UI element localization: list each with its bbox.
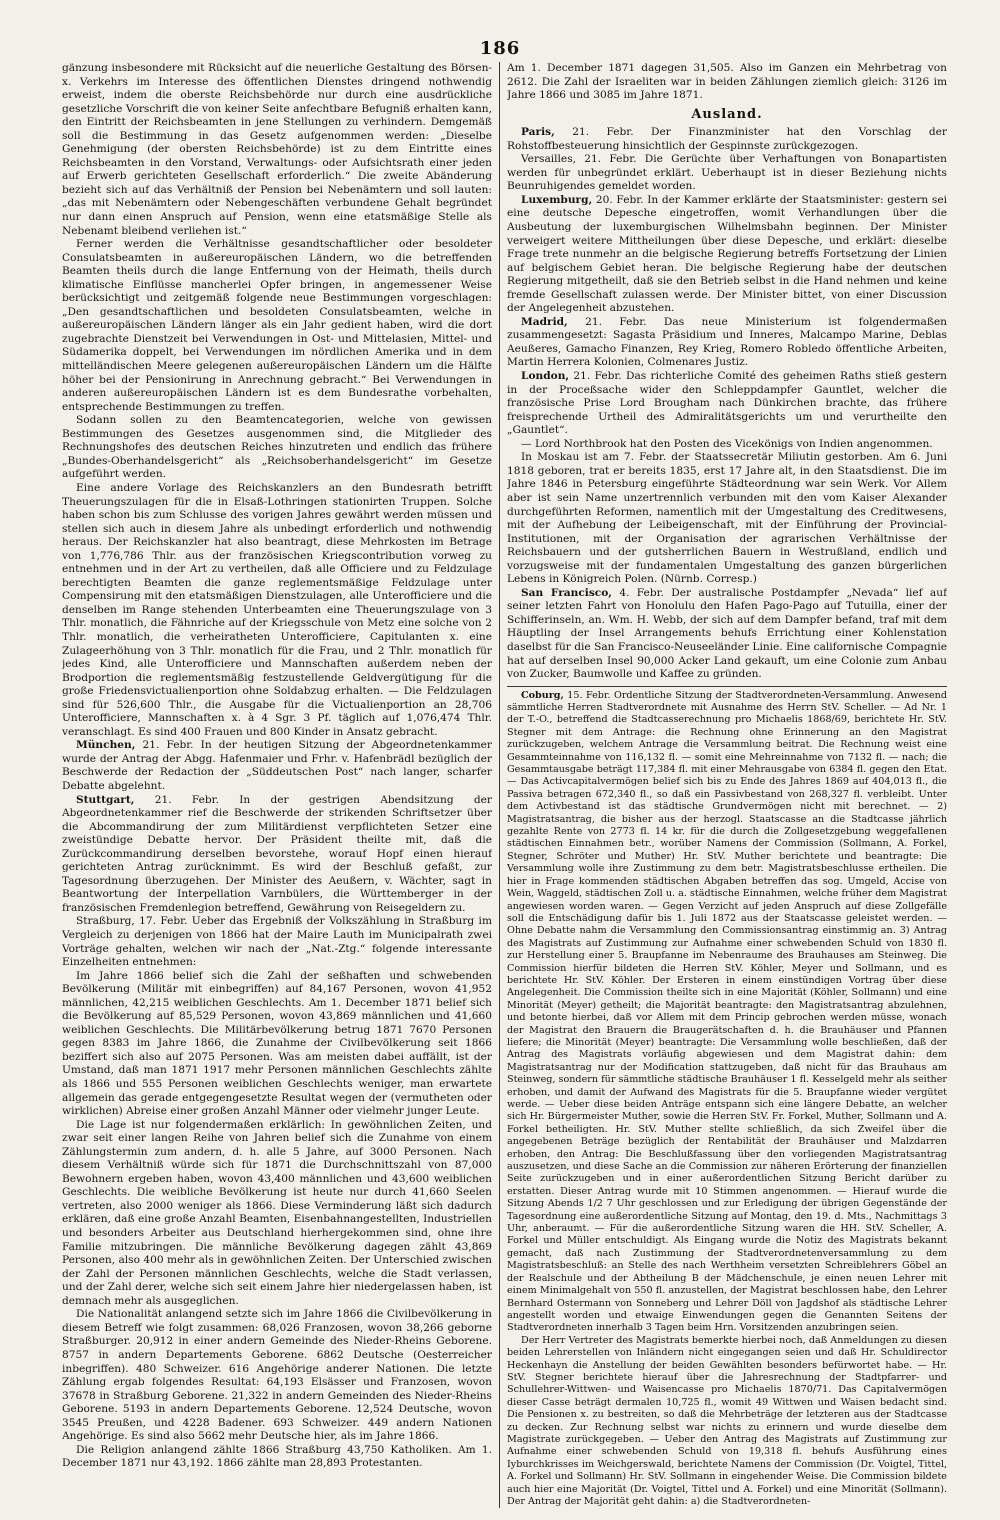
dateline-city: Madrid, bbox=[521, 315, 568, 328]
dispatch-munich: München, 21. Febr. In der heutigen Sitzung der Abgeordnetenkammer wurde der Antrag der Abgg. Hafenmaier und Frhr. v. Hafenbrädl bezüglich der Beschwerde der Redaction der „Süddeutschen Post“ nach langer, scharfer Debatte abgelehnt. bbox=[62, 739, 492, 792]
local-news-block bbox=[507, 690, 947, 1509]
dateline-city: Coburg, bbox=[521, 689, 564, 701]
article-paragraph: Sodann sollen zu den Beamtencategorien, welche von gewissen Bestimmungen des Gesetzes ausgenommen sind, die Mitglieder des Rechnungshofes des deutschen Reiches hinzutreten und endlich das frühere „Bundes-Oberhandelsgericht“ als „Reichsoberhandelsgericht“ im Gesetze aufgeführt werden. bbox=[62, 414, 492, 481]
article-paragraph: Eine andere Vorlage des Reichskanzlers an den Bundesrath betrifft Theuerungszulagen für die in Elsaß-Lothringen stationirten Truppen. Solche haben schon bis zum Schlusse des vorigen Jahres gewährt werden müssen und stellen sich auch in diesem Jahre als unbedingt erforderlich und nothwendig heraus. Der Reichskanzler hat also beantragt, diese Mehrkosten im Betrage von 1,776,786 Thlr. aus der französischen Kriegscontribution vorweg zu entnehmen und in der Art zu vertheilen, daß alle Officiere und zu Feldzulage berechtigten Beamten die ganze reglementsmäßige Feldzulage unter Compensirung mit den etatsmäßigen Dienstzulagen, alle Unterofficiere und die denselben im Range stehenden Unterbeamten eine Theuerungszulage von 3 Thlr. monatlich, die Fähnriche auf der Kriegsschule von Metz eine solche von 2 Thlr. monatlich, die verheiratheten Unterofficiere, Capitulanten x. eine Zulageerhöhung von 3 Thlr. monatlich für die Frau, und 2 Thlr. monatlich für jedes Kind, alle Unterofficiere und Mannschaften außerdem neben der Brodportion die reglementsmäßig festzustellende Geldvergütigung für die große Friedensvictualienportion ohne Soldabzug erhalten. — Die Feldzulagen sind für 526,600 Thlr., die Ausgabe für die Victualienportion an 28,706 Unterofficiere, Mannschaften x. à 4 Sgr. 3 Pf. täglich auf 1,076,474 Thlr. veranschlagt. Es sind 400 Frauen und 800 Kinder in Ansatz gebracht. bbox=[62, 481, 492, 738]
dateline-city: Stuttgart, bbox=[76, 793, 135, 806]
dispatch-luxemburg: Luxemburg, 20. Febr. In der Kammer erklärte der Staatsminister: gestern sei eine deutsche Depesche eingetroffen, womit Verhandlungen über die Ausbeutung der luxemburgischen Wilhelmsbahn beginnen. Der Minister verweigert weitere Mittheilungen über diese Depesche, und erklärt: dieselbe Frage trete nunmehr an die belgische Regierung betreffs Fortsetzung der Linien auf belgischem Gebiet heran. Die belgische Regierung habe der deutschen Regierung mitgetheilt, daß sie den Betrieb selbst in die Hand nehmen und keine fremde Gesellschaft zulassen werde. Der Minister bittet, von einer Discussion der Angelegenheit abzustehen. bbox=[507, 193, 947, 315]
article-paragraph: Am 1. December 1871 dagegen 31,505. Also im Ganzen ein Mehrbetrag von 2612. Die Zahl der Israeliten war in beiden Zählungen ziemlich gleich: 3126 im Jahre 1866 und 3085 im Jahre 1871. bbox=[507, 62, 947, 102]
article-paragraph: Die Lage ist nur folgendermaßen erklärlich: In gewöhnlichen Zeiten, und zwar seit einer langen Reihe von Jahren belief sich die Zunahme von einem Zählungstermin zum andern, d. h. alle 5 Jahre, auf 3000 Personen. Nach diesem Verhältniß würde sich für 1871 die Durchschnittszahl von 87,000 Bewohnern ergeben haben, wovon 43,400 männlichen und 43,600 weiblichen Geschlechts. Die weibliche Bevölkerung ist heute nur durch 41,660 Seelen vertreten, also 2000 weniger als 1866. Diese Verminderung läßt sich dadurch erklären, daß eine große Anzahl Beamten, Eisenbahnangestellten, Industriellen und besonders Arbeiter aus Deutschland hierhergekommen sind, ohne ihre Familie mitzubringen. Die männliche Bevölkerung dagegen zählt 43,869 Personen, also 400 mehr als in gewöhnlichen Zeiten. Der Unterschied zwischen der Zahl der Personen männlichen Geschlechts, welche die Stadt verlassen, und der Zahl derer, welche sich seit einem Jahre hier niedergelassen haben, ist demnach mehr als ausgeglichen. bbox=[62, 1118, 492, 1307]
left-column bbox=[62, 62, 492, 1510]
article-paragraph: Im Jahre 1866 belief sich die Zahl der seßhaften und schwebenden Bevölkerung (Militär mit einbegriffen) auf 84,167 Personen, wovon 41,952 männlichen, 42,215 weiblichen Geschlechts. Am 1. December 1871 belief sich die Bevölkerung auf 85,529 Personen, wovon 43,869 männlichen und 41,660 weiblichen Geschlechts. Die Militärbevölkerung betrug 1871 7670 Personen gegen 8383 im Jahre 1866, die Zunahme der Civilbevölkerung seit 1866 beziffert sich also auf 2075 Personen. Was am meisten dabei auffällt, ist der Umstand, daß man 1871 1917 mehr Personen männlichen Geschlechts zählte als 1866 und 555 Personen weiblichen Geschlechts weniger, man erwartete allgemein das gerade entgegengesetzte Resultat wegen der (vermutheten oder wirklichen) Abreise einer großen Anzahl Männer oder vielmehr junger Leute. bbox=[62, 969, 492, 1118]
dateline-city: München, bbox=[76, 739, 136, 752]
dispatch-london: London, 21. Febr. Das richterliche Comité des geheimen Raths stieß gestern in der Proceßsache wider den Schleppdampfer Gauntlet, welcher die französische Prise Lord Brougham nach Dünkirchen brachte, das frühere freisprechende Urtheil des Admiralitätsgerichts um und verurtheilte den „Gauntlet“. bbox=[507, 370, 947, 437]
dateline-city: Luxemburg, bbox=[521, 193, 593, 206]
article-paragraph: gänzung insbesondere mit Rücksicht auf die neuerliche Gestaltung des Börsen- x. Verkehrs im Interesse des öffentlichen Dienstes dringend nothwendig erweist, indem die oberste Reichsbehörde nur durch eine ausdrückliche gesetzliche Vorschrift die von keiner Seite anfechtbare Befugniß erhalten kann, den Eintritt der Reichsbeamten in jene Stellungen zu verhindern. Demgemäß soll die Bestimmung in das Gesetz aufgenommen werden: „Dieselbe Genehmigung (der obersten Reichsbehörde) ist zu dem Eintritte eines Reichsbeamten in den Vorstand, Verwaltungs- oder Aufsichtsrath einer jeden auf Erwerb gerichteten Gesellschaft erforderlich.“ Die zweite Abänderung bezieht sich auf das Verhältniß der Pension bei Nebenämtern und soll lauten: „das mit Nebenämtern oder Nebengeschäften verbundene Gehalt begründet nur dann einen Anspruch auf Pension, wenn eine etatsmäßige Stelle als Nebenamt bleibend verliehen ist.“ bbox=[62, 62, 492, 237]
dispatch-stuttgart: Stuttgart, 21. Febr. In der gestrigen Abendsitzung der Abgeordnetenkammer rief die Beschwerde der strikenden Schriftsetzer über die Abcommandirung der zum Militärdienst verpflichteten Setzer eine zweistündige Debatte hervor. Der Präsident theilte mit, daß die Zurückcommandirung derselben bevorstehe, worauf Hopf einen hierauf gerichteten Antrag zurücknimmt. Es wird der Beschluß gefaßt, zur Tagesordnung überzugehen. Der Minister des Aeußern, v. Wächter, sagt in Beantwortung der Interpellation Varnbülers, die Württemberger in der französischen Fremdenlegion betreffend, Gewährung von Reisegeldern zu. bbox=[62, 793, 492, 914]
dispatch-paris: Paris, 21. Febr. Der Finanzminister hat den Vorschlag der Rohstoffbesteuerung hinsichtlich der Gespinnste zurückgezogen. bbox=[507, 126, 947, 152]
page-number: 186 bbox=[479, 38, 521, 59]
dateline-city: London, bbox=[521, 370, 570, 383]
article-paragraph: Der Herr Vertreter des Magistrats bemerkte hierbei noch, daß Anmeldungen zu diesen beiden Lehrerstellen von Inländern nicht eingegangen seien und daß Hr. Schuldirector Heckenhayn die Anstellung der beiden Gewählten besonders befürwortet habe. — Hr. StV. Stegner berichtete hierauf über die Jahresrechnung der Stadtpfarrer- und Schullehrer-Wittwen- und Waisencasse pro Michaelis 1870/71. Das Capitalvermögen dieser Casse beträgt dermalen 10,725 fl., womit 49 Wittwen und Waisen bedacht sind. Die Pensionen x. zu bestreiten, so daß die Mehrbeträge der letzteren aus der Stadtcasse zu decken. Zur Rechnung selbst war nichts zu erinnern und wurde dieselbe dem Magistrate zurückgegeben. — Ueber den Antrag des Magistrats auf Zustimmung zur Aufnahme einer schwebenden Schuld von 19,318 fl. behufs Ausführung eines Iyburchkrisses im Weichgerswald, berichtete Namens der Commission (Dr. Voigtel, Tittel, A. Forkel und Sollmann) Hr. StV. Sollmann in eingehender Weise. Die Commission bildete auch hier eine Majorität (Dr. Voigtel, Tittel und A. Forkel) und eine Minorität (Sollmann). Der Antrag der Majorität geht dahin: a) die Stadtverordneten- bbox=[507, 1334, 947, 1508]
dispatch-moskau: In Moskau ist am 7. Febr. der Staatssecretär Miliutin gestorben. Am 6. Juni 1818 geboren, trat er bereits 1835, erst 17 Jahre alt, in den Staatsdienst. Die im Jahre 1846 in Petersburg eingeführte Städteordnung war sein Werk. Vor Allem aber ist sein Name unzertrennlich verbunden mit den vom Kaiser Alexander durchgeführten Reformen, namentlich mit der Umgestaltung des Creditwesens, mit der Aufhebung der Leibeigenschaft, mit der Einführung der Provincial-Institutionen, mit der Organisation der agrarischen Verhältnisse der Reichsbauern und der gutsherrlichen Bauern in Westrußland, endlich und vorzugsweise mit der fundamentalen Umgestaltung des ganzen bürgerlichen Lebens in Königreich Polen. (Nürnb. Corresp.) bbox=[507, 451, 947, 586]
dispatch-san-francisco: San Francisco, 4. Febr. Der australische Postdampfer „Nevada“ lief auf seiner letzten Fahrt von Honolulu den Hafen Pago-Pago auf Tutuilla, einer der Schifferinseln, an. Wm. H. Webb, der sich auf dem Dampfer befand, traf mit dem Häuptling der Insel Arrangements behufs Errichtung einer Kohlenstation daselbst für die San Francisco-Neuseeländer Linie. Eine californische Compagnie hat auf derselben Insel 90,000 Acker Land gekauft, um eine Colonie zum Anbau von Zucker, Baumwolle und Kaffee zu gründen. bbox=[507, 586, 947, 681]
dispatch-coburg: Coburg, 15. Febr. Ordentliche Sitzung der Stadtverordneten-Versammlung. Anwesend sämmtliche Herren Stadtverordnete mit Ausnahme des Herrn StV. Scheller. — Ad Nr. 1 der T.-O., betreffend die Stadtcasserechnung pro Michaelis 1868/69, berichtete Hr. StV. Stegner mit dem Antrage: die Rechnung ohne Erinnerung an den Magistrat zurückzugeben, welchem Antrage die Versammlung beitrat. Die Rechnung weist eine Gesammteinnahme von 116,132 fl. — somit eine Mehreinnahme von 7132 fl. — nach; die Gesammtausgabe beträgt 117,384 fl. mit einer Mehrausgabe von 6384 fl. gegen den Etat. — Das Activcapitalvermögen belief sich bis zu Ende des Jahres 1869 auf 404,013 fl., die Passiva betragen 672,340 fl., so daß ein Passivbestand von 268,327 fl. verbleibt. Unter dem Activbestand ist das städtische Grundvermögen nicht mit berechnet. — 2) Magistratsantrag, die bisher aus der herzogl. Staatscasse an die Stadtcasse jährlich gezahlte Rente von 2773 fl. 14 kr. für die durch die Zollgesetzgebung weggefallenen städtischen Einnahmen betr., worüber Namens der Commission (Sollmann, A. Forkel, Stegner, Schröter und Muther) Hr. StV. Muther berichtete und beantragte: Die Versammlung wolle ihre Zustimmung zu dem betr. Magistratsbeschlusse ertheilen. Die hier in Frage kommenden städtischen Abgaben betreffen das sog. Umgeld, Accise von Wein, Waggeld, städtischen Zoll u. a. städtische Einnahmen, welche früher dem Magistrat angewiesen worden waren. — Gegen Verzicht auf jeden Anspruch auf diese Zollgefälle soll die Entschädigung dafür bis 1. Juli 1872 aus der Staatscasse geleistet werden. — Ohne Debatte nahm die Versammlung den Commissionsantrag einstimmig an. 3) Antrag des Magistrats auf Zustimmung zur Aufnahme einer schwebenden Schuld von 1830 fl. zur Herstellung einer 5. Braupfanne im Nebenraume des Brauhauses am Steinweg. Die Commission hierfür bildeten die Herren StV. Köhler, Meyer und Sollmann, und es berichtete Hr. StV. Köhler. Der Ersteren in einem einstündigen Vortrag über diese Angelegenheit. Die Commission theilte sich in eine Majorität (Köhler, Sollmann) und eine Minorität (Meyer) getheilt; die Majorität beantragte: den Magistratsantrag abzulehnen, und betonte hierbei, daß vor Allem mit dem Princip gebrochen werden müsse, wonach der Magistrat den Brauern die Braugerätschaften d. h. die Brauhäuser und Pfannen liefere; die Minorität (Meyer) beantragte: Die Versammlung wolle beschließen, daß der Antrag des Magistrats vorläufig abgewiesen und dem Magistrat dahin: dem Magistratsantrag nur der Modification stattzugeben, daß nicht für das Brauhaus am Steinweg, sondern für sämmtliche städtische Brauhäuser 1 fl. Kesselgeld mehr als seither erhoben, und damit der Aufwand des Magistrats für die 5. Braupfanne wieder vergütet werde. — Ueber diese beiden Anträge entspann sich eine längere Debatte, an welcher sich Hr. Bürgermeister Muther, sowie die Herren StV. Fr. Forkel, Muther, Sollmann und A. Forkel betheiligten. Hr. StV. Muther stellte schließlich, da sich Zweifel über die angegebenen Beträge bezüglich der Rentabilität der Brauhäuser und Malzdarren erhoben, den Antrag: Die Beschlußfassung über den vorliegenden Magistratsantrag auszusetzen, und diese Sache an die Commission zur näheren Erörterung der finanziellen Seite zurückzugeben und in einer außerordentlichen Sitzung Bericht darüber zu erstatten. Dieser Antrag wurde mit 10 Stimmen angenommen. — Hierauf wurde die Sitzung Abends 1/2 7 Uhr geschlossen und zur Erledigung der übrigen Gegenstände der Tagesordnung eine außerordentliche Sitzung auf Montag, den 19. d. Mts., Nachmittags 3 Uhr, anberaumt. — Für die außerordentliche Sitzung waren die HH. StV. Scheller, A. Forkel und Müller entschuldigt. Als Eingang wurde die Notiz des Magistrats bekannt gemacht, daß nach Zustimmung der Stadtverordnetenversammlung zu dem Magistratsbeschluß: an Stelle des nach Werthheim versetzten Schreiblehrers Göbel an der Realschule und der Abtheilung B der Mädchenschule, je einen neuen Lehrer mit einem Minimalgehalt von 550 fl. anzustellen, der Magistrat beschlossen habe, den Lehrer Bernhard Ostermann von Sonneberg und Lehrer Döll von Jagdshof als städtische Lehrer angestellt worden und etwaige Einwendungen gegen die Genannten Seitens der Stadtverordneten innerhalb 3 Tagen beim Hrn. Vorsitzenden anzubringen seien. bbox=[507, 689, 947, 1334]
article-paragraph: Ferner werden die Verhältnisse gesandtschaftlicher oder besoldeter Consulatsbeamten in außereuropäischen Ländern, wo die betreffenden Beamten theils durch die lange Entfernung von der Heimath, theils durch klimatische Einflüsse mancherlei Opfer bringen, in angemessener Weise berücksichtigt und zeitgemäß folgende neue Bestimmungen vorgeschlagen: „Den gesandtschaftlichen und besoldeten Consulatsbeamten, welche in außereuropäischen Ländern länger als ein Jahr gedient haben, wird die dort zugebrachte Dienstzeit bei Verwendungen in Ost- und Mittelasien, Mittel- und Südamerika doppelt, bei Verwendungen im nördlichen Amerika und in dem mittelländischen Meere gelegenen außereuropäischen Ländern um die Hälfte höher bei der Pensionirung in Anrechnung gebracht.“ Bei Verwendungen in anderen außereuropäischen Ländern ist es dem Bundesrathe vorbehalten, entsprechende Bestimmungen zu treffen. bbox=[62, 238, 492, 413]
article-paragraph: Die Religion anlangend zählte 1866 Straßburg 43,750 Katholiken. Am 1. December 1871 nur 43,192. 1866 zählte man 28,893 Protestanten. bbox=[62, 1443, 492, 1470]
dispatch-madrid: Madrid, 21. Febr. Das neue Ministerium ist folgendermaßen zusammengesetzt: Sagasta Präsidium und Inneres, Malcampo Marine, Deblas Aeußeres, Gamacho Finanzen, Rey Krieg, Romero Robledo öffentliche Arbeiten, Martin Herrera Kolonien, Colmenares Justiz. bbox=[507, 315, 947, 369]
dateline-city: San Francisco, bbox=[521, 586, 612, 599]
section-rule bbox=[507, 686, 947, 687]
article-paragraph: Die Nationalität anlangend setzte sich im Jahre 1866 die Civilbevölkerung in diesem Betreff wie folgt zusammen: 68,026 Franzosen, wovon 38,266 geborne Straßburger. 20,912 in einer andern Gemeinde des Nieder-Rheins Geborene. 8757 in andern Departements Geborene. 6862 Deutsche (Oesterreicher inbegriffen). 480 Schweizer. 616 Angehörige anderer Nationen. Die letzte Zählung ergab folgendes Resultat: 64,193 Elsässer und Franzosen, wovon 37678 in Straßburg Geborene. 21,322 in andern Gemeinden des Nieder-Rheins Geborene. 5193 in andern Departements Geborene. 12,524 Deutsche, wovon 3545 Preußen, und 4228 Badener. 693 Schweizer. 449 andern Nationen Angehörige. Es sind also 5662 mehr Deutsche hier, als im Jahre 1866. bbox=[62, 1308, 492, 1443]
right-column bbox=[507, 62, 947, 1510]
section-heading: Ausland. bbox=[691, 106, 763, 122]
dateline-city: Paris, bbox=[521, 126, 555, 139]
article-paragraph: — Lord Northbrook hat den Posten des Vicekönigs von Indien angenommen. bbox=[521, 437, 933, 450]
column-divider bbox=[499, 62, 500, 1508]
dispatch-versailles: Versailles, 21. Febr. Die Gerüchte über Verhaftungen von Bonapartisten werden für unbegründet erklärt. Ueberhaupt ist in dieser Beziehung nichts Beunruhigendes gemeldet worden. bbox=[507, 153, 947, 193]
article-paragraph: Straßburg, 17. Febr. Ueber das Ergebniß der Volkszählung in Straßburg im Vergleich zu derjenigen von 1866 hat der Maire Lauth im Municipalrath zwei Vorträge gehalten, welchen wir nach der „Nat.-Ztg.“ folgende interessante Einzelheiten entnehmen: bbox=[62, 915, 492, 969]
